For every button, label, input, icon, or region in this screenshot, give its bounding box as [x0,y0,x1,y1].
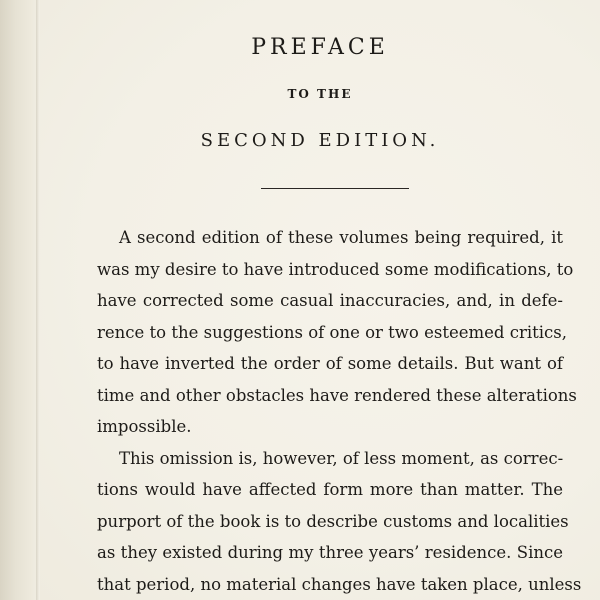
body-line: purport of the book is to describe customs and localities [97,511,569,531]
body-line: impossible. [97,417,192,436]
body-line: time and other obstacles have rendered these alterations [97,385,577,405]
body-line: This omission is, however, of less moment, as correc- [119,448,564,468]
section-divider-rule [261,188,409,189]
body-line: to have inverted the order of some details. But want of [97,354,563,373]
preface-title: PREFACE [251,35,389,60]
body-line: as they existed during my three years’ residence. Since [97,543,563,562]
body-line: A second edition of these volumes being required, it [119,228,563,247]
preface-body [97,222,582,600]
body-line: rence to the suggestions of one or two esteemed critics, [97,322,567,342]
body-line: have corrected some casual inaccuracies, and, in defe- [97,291,563,310]
edition-title: SECOND EDITION. [200,130,440,151]
body-line: was my desire to have introduced some modifications, to [97,259,574,279]
book-gutter [0,0,40,600]
preface-subtitle: TO THE [287,87,353,101]
body-line: tions would have affected form more than matter. The [97,480,563,499]
body-line: that period, no material changes have taken place, unless [97,574,582,594]
page-fold-shadow [36,0,39,600]
